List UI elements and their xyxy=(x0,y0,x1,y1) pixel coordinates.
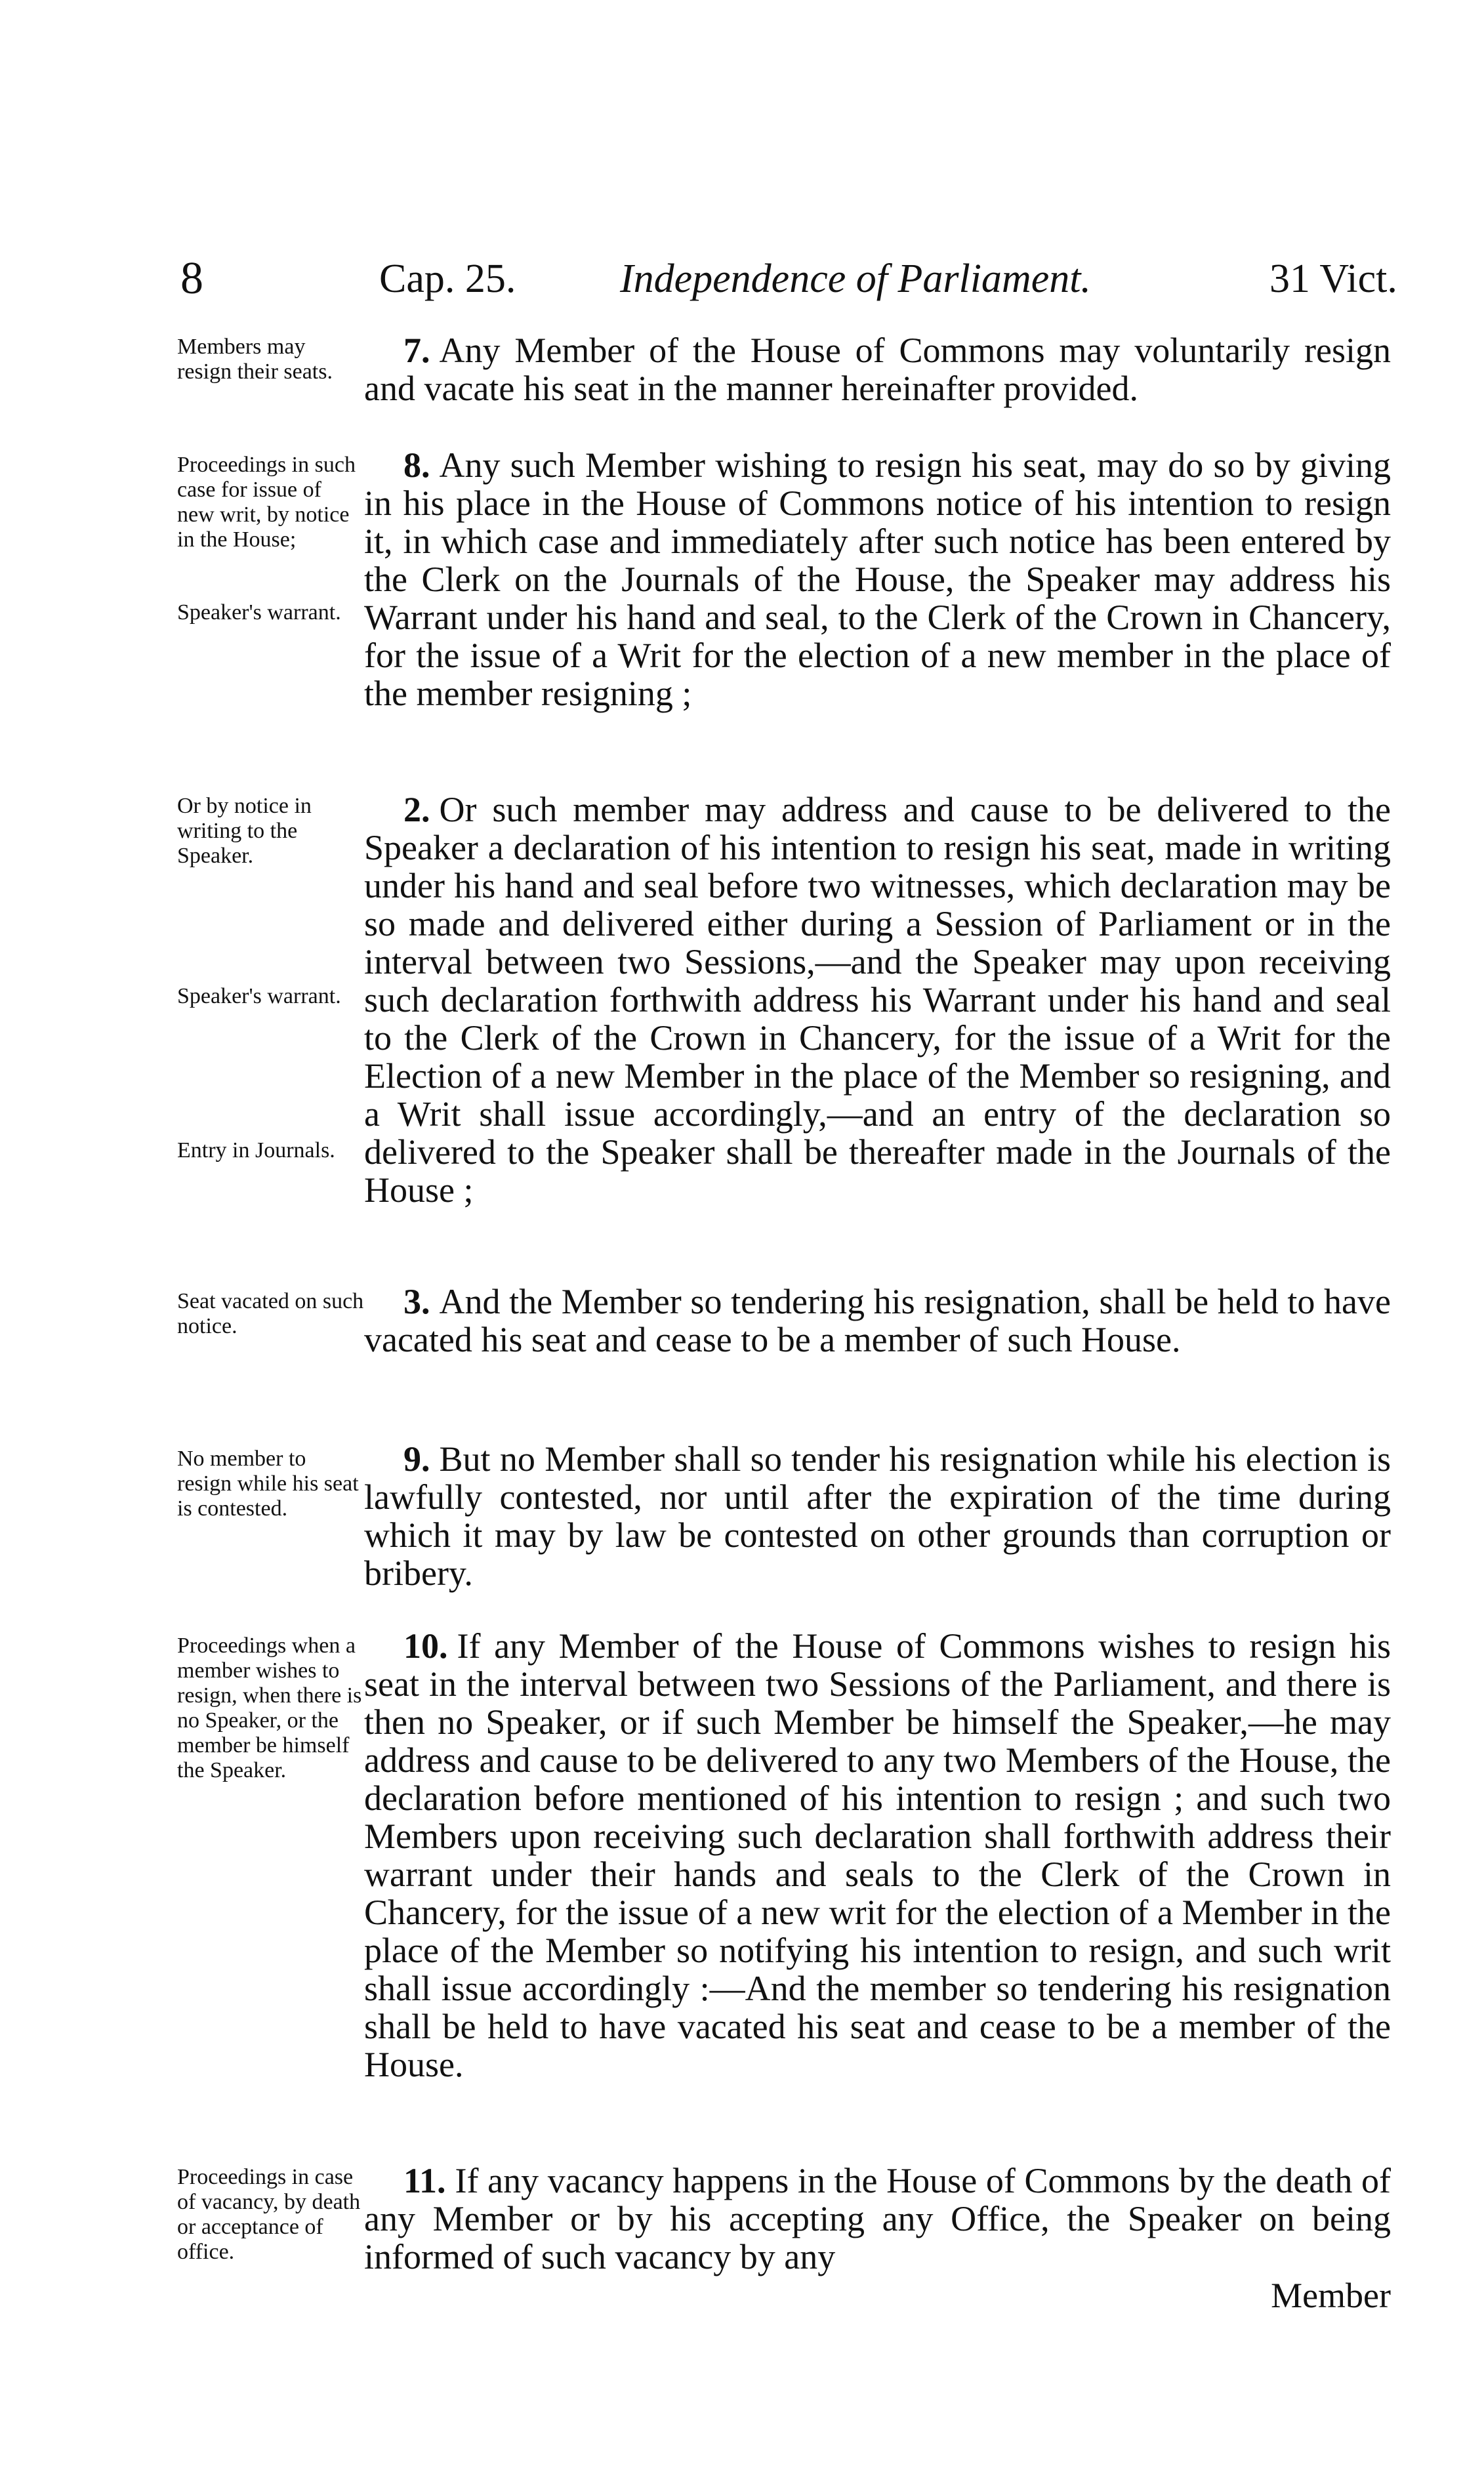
section-8-subsection-2 xyxy=(364,791,1391,1209)
margin-note-notice-in-house: Proceedings in such case for issue of new writ, by notice in the House; xyxy=(177,453,356,552)
chapter-label: Cap. 25. xyxy=(379,257,516,301)
page-number: 8 xyxy=(180,253,203,304)
margin-note-resign-seats: Members may resign their seats. xyxy=(177,335,333,384)
act-title: Independence of Parliament. xyxy=(620,257,1091,301)
section-number: 10. xyxy=(403,1626,448,1666)
section-number: 8. xyxy=(403,445,430,485)
regnal-year: 31 Vict. xyxy=(1269,257,1397,301)
section-text: If any Member of the House of Commons wishes to resign his seat in the interval between two Sessions of the Parliament, and there is then no Speaker, or if such Member be himself the Speaker,—he may address and cause to be delivered to any two Members of the House, the declaration before mentioned of his intention to resign ; and such two Members upon receiving such declaration shall forthwith address their warrant under their hands and seals to the Clerk of the Crown in Chancery, for the issue of a new writ for the election of a Member in the place of the Member so notifying his intention to resign, and such writ shall issue accordingly :—And the member so tendering his resignation shall be held to have vacated his seat and cease to be a member of the House. xyxy=(364,1626,1391,2084)
section-9 xyxy=(364,1440,1391,1592)
section-text: Or such member may address and cause to be delivered to the Speaker a declaration of his intention to resign his seat, made in writing under his hand and seal before two witnesses, which declaration may be so made and delivered either during a Session of Parliament or in the interval between two Sessions,—and the Speaker may upon receiving such declaration forthwith address his Warrant under his hand and seal to the Clerk of the Crown in Chancery, for the issue of a Writ for the Election of a new Member in the place of the Member so resigning, and a Writ shall issue accordingly,—and an entry of the declaration so delivered to the Speaker shall be thereafter made in the Journals of the House ; xyxy=(364,790,1391,1210)
margin-note-notice-in-writing: Or by notice in writing to the Speaker. xyxy=(177,794,312,868)
section-7 xyxy=(364,331,1391,407)
section-number: 9. xyxy=(403,1439,430,1479)
catchword: Member xyxy=(1271,2276,1391,2315)
section-text: If any vacancy happens in the House of Commons by the death of any Member or by his accepting any Office, the Speaker on being informed of such vacancy by any xyxy=(364,2161,1391,2276)
margin-note-contested-seat: No member to resign while his seat is contested. xyxy=(177,1447,359,1521)
margin-note-entry-in-journals: Entry in Journals. xyxy=(177,1138,335,1162)
section-text: Any Member of the House of Commons may voluntarily resign and vacate his seat in the manner hereinafter provided. xyxy=(364,331,1391,408)
section-text: But no Member shall so tender his resignation while his election is lawfully contested, nor until after the expiration of the time during which it may by law be contested on other grounds than corruption or bribery. xyxy=(364,1439,1391,1593)
section-8-subsection-3 xyxy=(364,1283,1391,1359)
section-8 xyxy=(364,446,1391,712)
section-number: 7. xyxy=(403,331,430,370)
running-header xyxy=(0,253,1484,305)
margin-note-vacancy: Proceedings in case of vacancy, by death or acceptance of office. xyxy=(177,2165,361,2264)
section-11 xyxy=(364,2162,1391,2276)
margin-note-seat-vacated: Seat vacated on such notice. xyxy=(177,1289,364,1338)
section-text: And the Member so tendering his resignation, shall be held to have vacated his seat and cease to be a member of such House. xyxy=(364,1282,1391,1359)
section-10 xyxy=(364,1627,1391,2084)
section-number: 11. xyxy=(403,2161,446,2200)
section-text: Any such Member wishing to resign his seat, may do so by giving in his place in the House of Commons notice of his intention to resign it, in which case and immediately after such notice has been entered by the Clerk on the Journals of the House, the Speaker may address his Warrant under his hand and seal, to the Clerk of the Crown in Chancery, for the issue of a Writ for the election of a new member in the place of the member resigning ; xyxy=(364,445,1391,713)
section-number: 3. xyxy=(403,1282,430,1321)
margin-note-speakers-warrant: Speaker's warrant. xyxy=(177,984,341,1008)
margin-note-no-speaker: Proceedings when a member wishes to resign, when there is no Speaker, or the member be himself the Speaker. xyxy=(177,1634,362,1782)
section-number: 2. xyxy=(403,790,430,829)
margin-note-speakers-warrant: Speaker's warrant. xyxy=(177,600,341,625)
